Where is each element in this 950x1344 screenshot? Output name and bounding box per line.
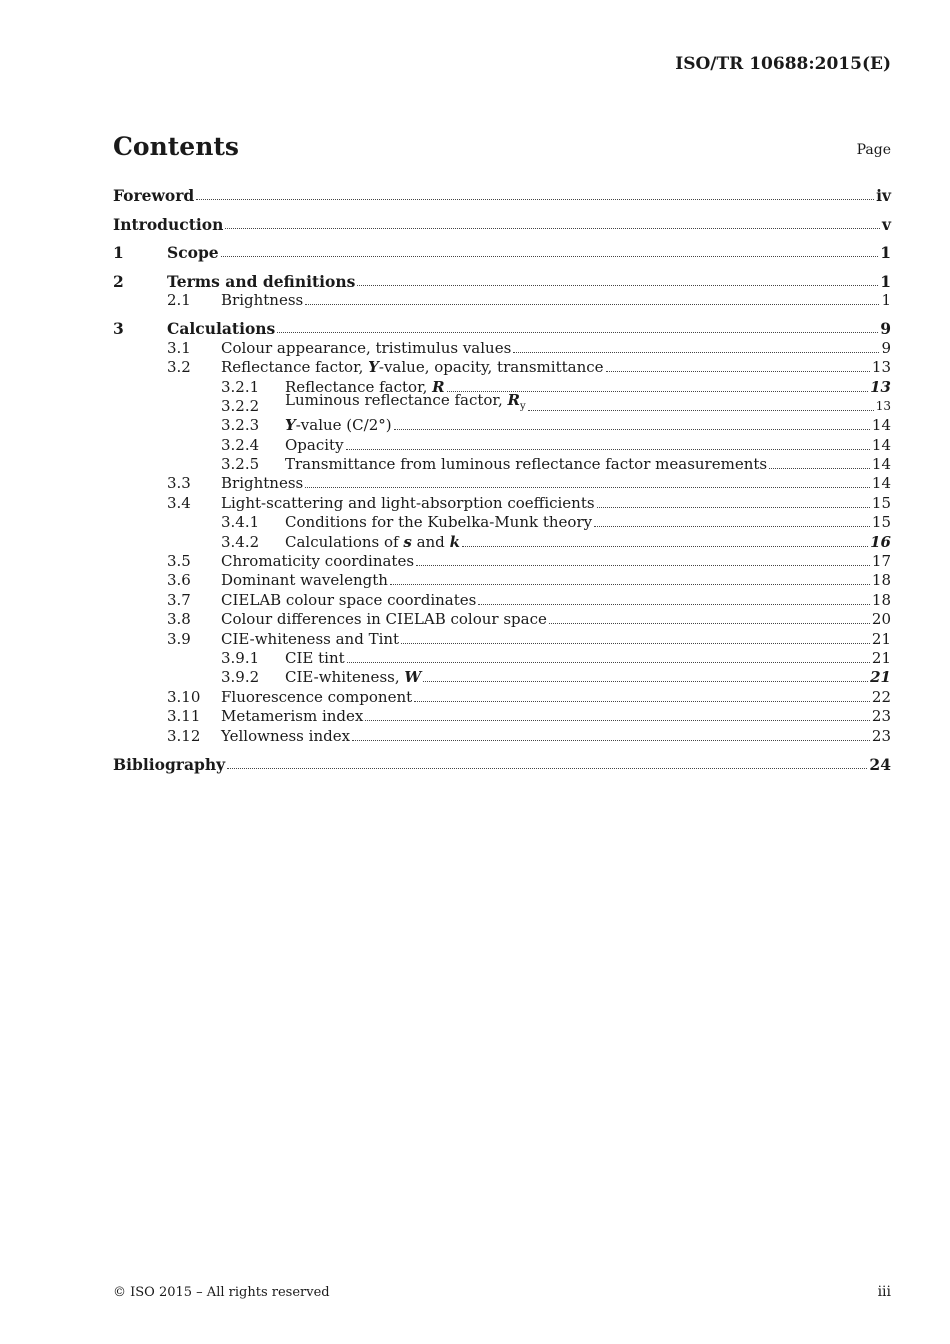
toc-entry-page: 21 [871, 648, 891, 667]
page-number: iii [877, 1284, 891, 1300]
toc-entry-3-9-1[interactable] [113, 649, 891, 668]
table-of-contents [113, 186, 891, 774]
toc-entry-page: iv [876, 186, 891, 206]
toc-entry-3-8[interactable] [113, 610, 891, 629]
toc-entry-page: 13 [871, 358, 891, 377]
toc-entry-page: 20 [871, 610, 891, 629]
toc-entry-2-1[interactable] [113, 291, 891, 310]
toc-entry-number: 3.6 [167, 571, 191, 590]
page-column-label: Page [856, 142, 891, 158]
leader-dots [594, 525, 870, 527]
toc-entry-title: Terms and definitions [167, 271, 356, 291]
leader-dots [225, 227, 880, 229]
toc-entry-3-4-2[interactable] [113, 532, 891, 551]
leader-dots [305, 303, 879, 305]
toc-entry-number: 3 [113, 319, 124, 339]
toc-entry-page: 9 [881, 338, 891, 357]
leader-dots [414, 700, 870, 702]
toc-entry-page: v [881, 214, 891, 234]
toc-entry-title: Metamerism index [221, 707, 364, 726]
toc-entry-title: Light-scattering and light-absorption coefficients [221, 493, 595, 512]
toc-entry-title: Foreword [113, 186, 195, 206]
toc-entry-title: Calculations [167, 319, 276, 339]
toc-entry-3-2-4[interactable] [113, 435, 891, 454]
toc-entry-number: 3.2.4 [221, 435, 260, 454]
toc-entry-1[interactable] [113, 243, 891, 262]
toc-entry-title: Y-value (C/2°) [285, 416, 392, 435]
toc-entry-title: Introduction [113, 214, 224, 234]
page-title: Contents [113, 132, 240, 161]
toc-entry-title: Transmittance from luminous reflectance factor measurements [285, 455, 768, 474]
toc-entry-title: Reflectance factor, Y-value, opacity, transmittance [221, 358, 604, 377]
toc-entry-number: 3.2.2 [221, 396, 260, 415]
toc-entry-3-2-2[interactable] [113, 390, 891, 416]
leader-dots [597, 506, 870, 508]
leader-dots [305, 486, 870, 488]
leader-dots [196, 198, 874, 200]
toc-entry-page: 14 [871, 416, 891, 435]
toc-entry-number: 3.5 [167, 552, 191, 571]
toc-entry-2[interactable] [113, 271, 891, 290]
toc-entry-title: Colour appearance, tristimulus values [221, 338, 512, 357]
leader-dots [423, 680, 868, 682]
toc-entry-3-5[interactable] [113, 552, 891, 571]
toc-entry-3-1[interactable] [113, 338, 891, 357]
leader-dots [769, 467, 870, 469]
toc-entry-3-2-5[interactable] [113, 455, 891, 474]
toc-entry-number: 3.1 [167, 338, 191, 357]
toc-entry-number: 3.12 [167, 726, 201, 745]
toc-entry-page: 23 [871, 707, 891, 726]
toc-entry-page: 21 [871, 629, 891, 648]
toc-entry-number: 3.10 [167, 687, 201, 706]
toc-entry-title: Bibliography [113, 754, 226, 774]
toc-entry-title: Colour differences in CIELAB colour space [221, 610, 547, 629]
toc-entry-3-9[interactable] [113, 629, 891, 648]
leader-dots [221, 255, 879, 257]
toc-entry-number: 3.2 [167, 358, 191, 377]
toc-entry-number: 2 [113, 271, 124, 291]
leader-dots [390, 583, 870, 585]
toc-entry-title: Calculations of s and k [285, 532, 460, 551]
leader-dots [462, 545, 868, 547]
toc-entry-page: 22 [871, 687, 891, 706]
leader-dots [347, 661, 870, 663]
toc-entry-title: Chromaticity coordinates [221, 552, 415, 571]
toc-entry-number: 3.4 [167, 493, 191, 512]
toc-entry-foreword[interactable] [113, 186, 891, 205]
toc-entry-3-11[interactable] [113, 707, 891, 726]
toc-entry-page: 14 [871, 474, 891, 493]
toc-entry-page: 9 [880, 319, 891, 339]
toc-entry-number: 3.4.2 [221, 532, 260, 551]
toc-entry-page: 15 [871, 513, 891, 532]
document-id: ISO/TR 10688:2015(E) [675, 54, 891, 74]
toc-entry-page: 24 [869, 754, 891, 774]
leader-dots [606, 370, 870, 372]
toc-entry-3-9-2[interactable] [113, 668, 891, 687]
toc-entry-number: 3.8 [167, 610, 191, 629]
toc-entry-number: 3.2.5 [221, 455, 260, 474]
toc-entry-number: 3.2.3 [221, 416, 260, 435]
toc-entry-page: 18 [871, 590, 891, 609]
toc-entry-3-12[interactable] [113, 726, 891, 745]
toc-entry-page: 14 [871, 435, 891, 454]
toc-entry-bibliography[interactable] [113, 755, 891, 774]
toc-entry-title: Fluorescence component [221, 687, 413, 706]
toc-entry-3[interactable] [113, 319, 891, 338]
leader-dots [416, 564, 870, 566]
toc-entry-title: Brightness [221, 290, 304, 309]
toc-entry-3-7[interactable] [113, 590, 891, 609]
toc-entry-3-4-1[interactable] [113, 513, 891, 532]
toc-entry-number: 3.3 [167, 474, 191, 493]
toc-entry-title: Reflectance factor, R [285, 377, 445, 396]
leader-dots [365, 719, 870, 721]
toc-entry-page: 16 [870, 532, 891, 551]
toc-entry-title: CIE-whiteness, W [285, 668, 422, 687]
toc-entry-introduction[interactable] [113, 214, 891, 233]
leader-dots [549, 622, 870, 624]
toc-entry-page: 17 [871, 552, 891, 571]
toc-entry-3-6[interactable] [113, 571, 891, 590]
toc-entry-number: 3.7 [167, 590, 191, 609]
toc-entry-title: Luminous reflectance factor, $R_y$ [285, 390, 526, 412]
toc-entry-title: Opacity [285, 435, 344, 454]
toc-entry-number: 3.4.1 [221, 513, 260, 532]
toc-entry-title: Yellowness index [221, 726, 351, 745]
toc-entry-title: CIELAB colour space coordinates [221, 590, 477, 609]
leader-dots [528, 409, 874, 411]
leader-dots [357, 284, 878, 286]
toc-entry-number: 2.1 [167, 290, 191, 309]
toc-entry-page: 1 [880, 271, 891, 291]
toc-entry-page: 1 [880, 243, 891, 263]
leader-dots [352, 739, 870, 741]
toc-entry-title: Conditions for the Kubelka-Munk theory [285, 513, 593, 532]
toc-entry-number: 3.9.2 [221, 668, 260, 687]
toc-entry-page: 1 [881, 290, 891, 309]
leader-dots [346, 448, 870, 450]
toc-entry-number: 3.11 [167, 707, 201, 726]
leader-dots [394, 428, 870, 430]
toc-entry-page: 13 [875, 398, 891, 413]
leader-dots [513, 351, 879, 353]
toc-entry-title: Dominant wavelength [221, 571, 388, 590]
leader-dots [277, 331, 878, 333]
toc-entry-3-3[interactable] [113, 474, 891, 493]
toc-entry-3-4[interactable] [113, 493, 891, 512]
toc-entry-3-2-3[interactable] [113, 416, 891, 435]
toc-entry-title: CIE tint [285, 648, 345, 667]
toc-entry-3-10[interactable] [113, 687, 891, 706]
toc-entry-page: 13 [870, 377, 891, 396]
leader-dots [478, 603, 870, 605]
toc-entry-number: 3.9.1 [221, 648, 260, 667]
toc-entry-number: 3.2.1 [221, 377, 260, 396]
toc-entry-number: 3.9 [167, 629, 191, 648]
toc-entry-page: 18 [871, 571, 891, 590]
toc-entry-page: 15 [871, 493, 891, 512]
leader-dots [227, 767, 867, 769]
toc-entry-page: 21 [870, 668, 891, 687]
toc-entry-page: 14 [871, 455, 891, 474]
leader-dots [401, 642, 870, 644]
toc-entry-title: CIE-whiteness and Tint [221, 629, 400, 648]
toc-entry-title: Brightness [221, 474, 304, 493]
toc-entry-title: Scope [167, 243, 219, 263]
toc-entry-3-2[interactable] [113, 358, 891, 377]
toc-entry-page: 23 [871, 726, 891, 745]
toc-entry-number: 1 [113, 243, 124, 263]
copyright-notice: © ISO 2015 – All rights reserved [113, 1285, 330, 1300]
